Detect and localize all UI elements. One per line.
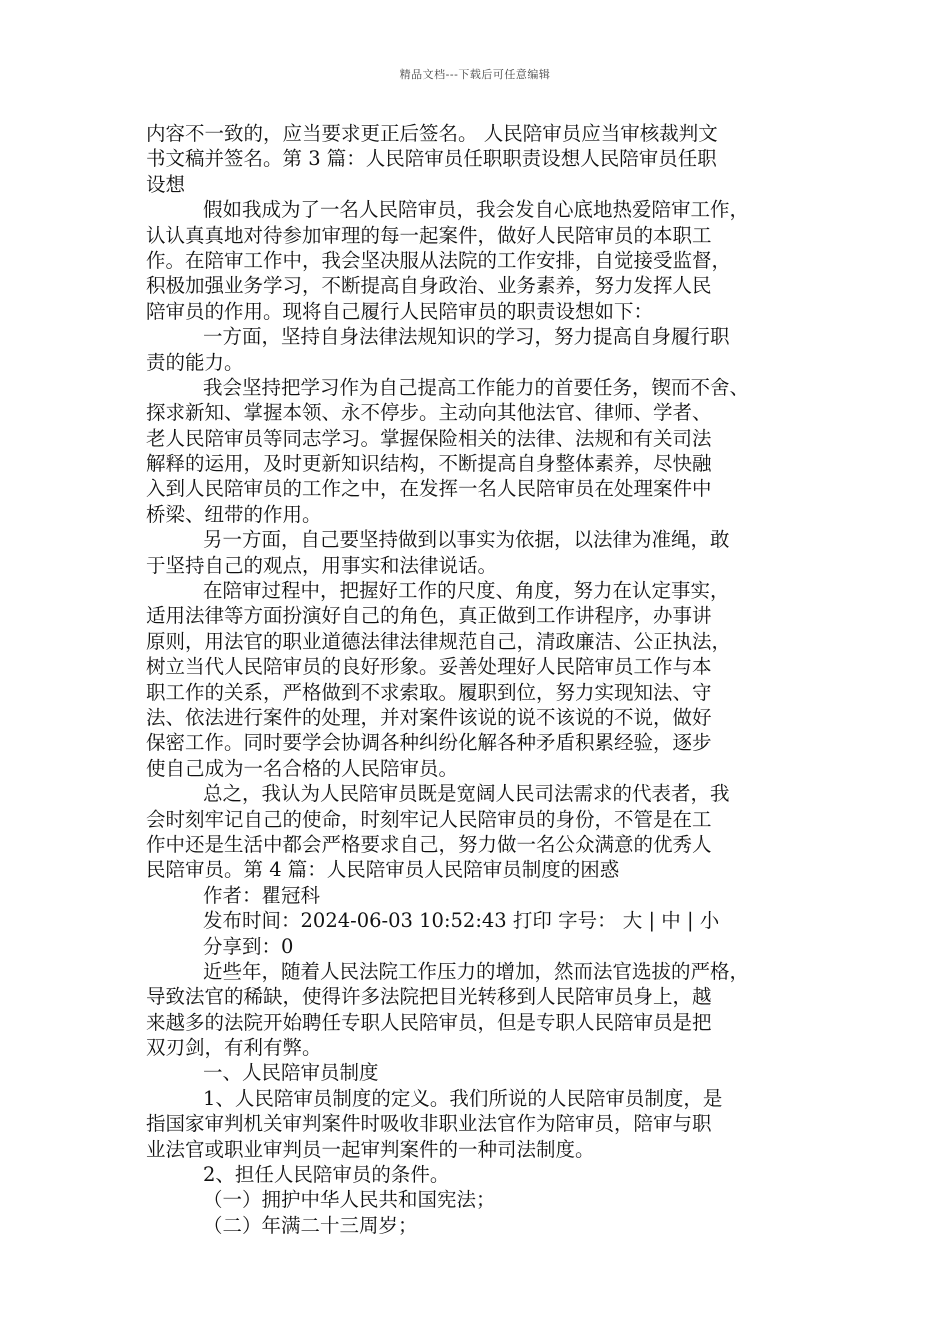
document-body <box>146 121 812 1238</box>
text-line: 作中还是生活中都会严格要求自己，努力做一名公众满意的优秀人 <box>146 832 712 856</box>
text-line: 使自己成为一名合格的人民陪审员。 <box>146 756 459 780</box>
text-line: 设想 <box>146 172 186 196</box>
text-line: 指国家审判机关审判案件时吸收非职业法官作为陪审员，陪审与职 <box>146 1112 712 1136</box>
text-line: 内容不一致的，应当要求更正后签名。 人民陪审员应当审核裁判文 <box>146 122 718 145</box>
text-line: 树立当代人民陪审员的良好形象。妥善处理好人民陪审员工作与本 <box>146 655 712 679</box>
text-line: 假如我成为了一名人民陪审员，我会发自心底地热爱陪审工作， <box>203 198 750 222</box>
text-line: 适用法律等方面扮演好自己的角色，真正做到工作讲程序，办事讲 <box>146 604 712 628</box>
text-line: 在陪审过程中，把握好工作的尺度、角度，努力在认定事实， <box>203 579 730 603</box>
text-line: 双刃剑，有利有弊。 <box>146 1036 322 1060</box>
text-line: 于坚持自己的观点，用事实和法律说话。 <box>146 553 498 577</box>
text-line: 我会坚持把学习作为自己提高工作能力的首要任务，锲而不舍、 <box>203 375 750 399</box>
text-line: 积极加强业务学习，不断提高自身政治、业务素养，努力发挥人民 <box>146 274 712 298</box>
text-line: 法、依法进行案件的处理，并对案件该说的说不该说的不说，做好 <box>146 705 712 729</box>
page-header: 精品文档---下载后可任意编辑 <box>399 68 551 81</box>
text-line: 书文稿并签名。第 3 篇：人民陪审员任职职责设想人民陪审员任职 <box>146 147 717 171</box>
text-line: 作者：瞿冠科 <box>203 883 321 907</box>
text-line: 入到人民陪审员的工作之中，在发挥一名人民陪审员在处理案件中 <box>146 477 712 501</box>
text-line: 探求新知、掌握本领、永不停步。主动向其他法官、律师、学者、 <box>146 401 712 425</box>
text-line: 保密工作。同时要学会协调各种纠纷化解各种矛盾积累经验，逐步 <box>146 731 712 755</box>
text-line: 另一方面，自己要坚持做到以事实为依据，以法律为准绳，敢 <box>203 528 730 552</box>
text-line: 认认真真地对待参加审理的每一起案件，做好人民陪审员的本职工 <box>146 223 712 247</box>
text-line: 职工作的关系，严格做到不求索取。履职到位，努力实现知法、守 <box>146 680 712 704</box>
text-line: 1、人民陪审员制度的定义。我们所说的人民陪审员制度，是 <box>203 1086 723 1110</box>
text-line: 作。在陪审工作中，我会坚决服从法院的工作安排，自觉接受监督， <box>146 248 732 272</box>
text-line: 总之，我认为人民陪审员既是宽阔人民司法需求的代表者，我 <box>203 782 730 806</box>
text-line: 原则，用法官的职业道德法律法律规范自己，清政廉洁、公正执法， <box>146 629 732 653</box>
text-line: 会时刻牢记自己的使命，时刻牢记人民陪审员的身份，不管是在工 <box>146 807 712 831</box>
text-line: 分享到：0 <box>203 934 294 958</box>
text-line: 解释的运用，及时更新知识结构，不断提高自身整体素养，尽快融 <box>146 452 712 476</box>
text-line: 来越多的法院开始聘任专职人民陪审员，但是专职人民陪审员是把 <box>146 1010 712 1034</box>
text-line: 2、担任人民陪审员的条件。 <box>203 1163 450 1187</box>
text-line: 一方面，坚持自身法律法规知识的学习，努力提高自身履行职 <box>203 325 730 349</box>
text-line: 近些年，随着人民法院工作压力的增加，然而法官选拔的严格， <box>203 959 750 983</box>
text-line: （二）年满二十三周岁； <box>203 1213 418 1237</box>
text-line: 民陪审员。第 4 篇：人民陪审员人民陪审员制度的困惑 <box>146 858 620 882</box>
text-line: 一、人民陪审员制度 <box>203 1061 379 1085</box>
text-line: 业法官或职业审判员一起审判案件的一种司法制度。 <box>146 1137 595 1161</box>
text-line: 桥梁、纽带的作用。 <box>146 502 322 526</box>
text-line: 责的能力。 <box>146 350 244 374</box>
text-line: 发布时间：2024-06-03 10:52:43 打印 字号： 大 | 中 | 小 <box>203 909 720 933</box>
text-line: 陪审员的作用。现将自己履行人民陪审员的职责设想如下： <box>146 299 654 323</box>
text-line: 导致法官的稀缺，使得许多法院把目光转移到人民陪审员身上，越 <box>146 985 712 1009</box>
text-line: （一）拥护中华人民共和国宪法； <box>203 1188 496 1212</box>
text-line: 老人民陪审员等同志学习。掌握保险相关的法律、法规和有关司法 <box>146 426 712 450</box>
